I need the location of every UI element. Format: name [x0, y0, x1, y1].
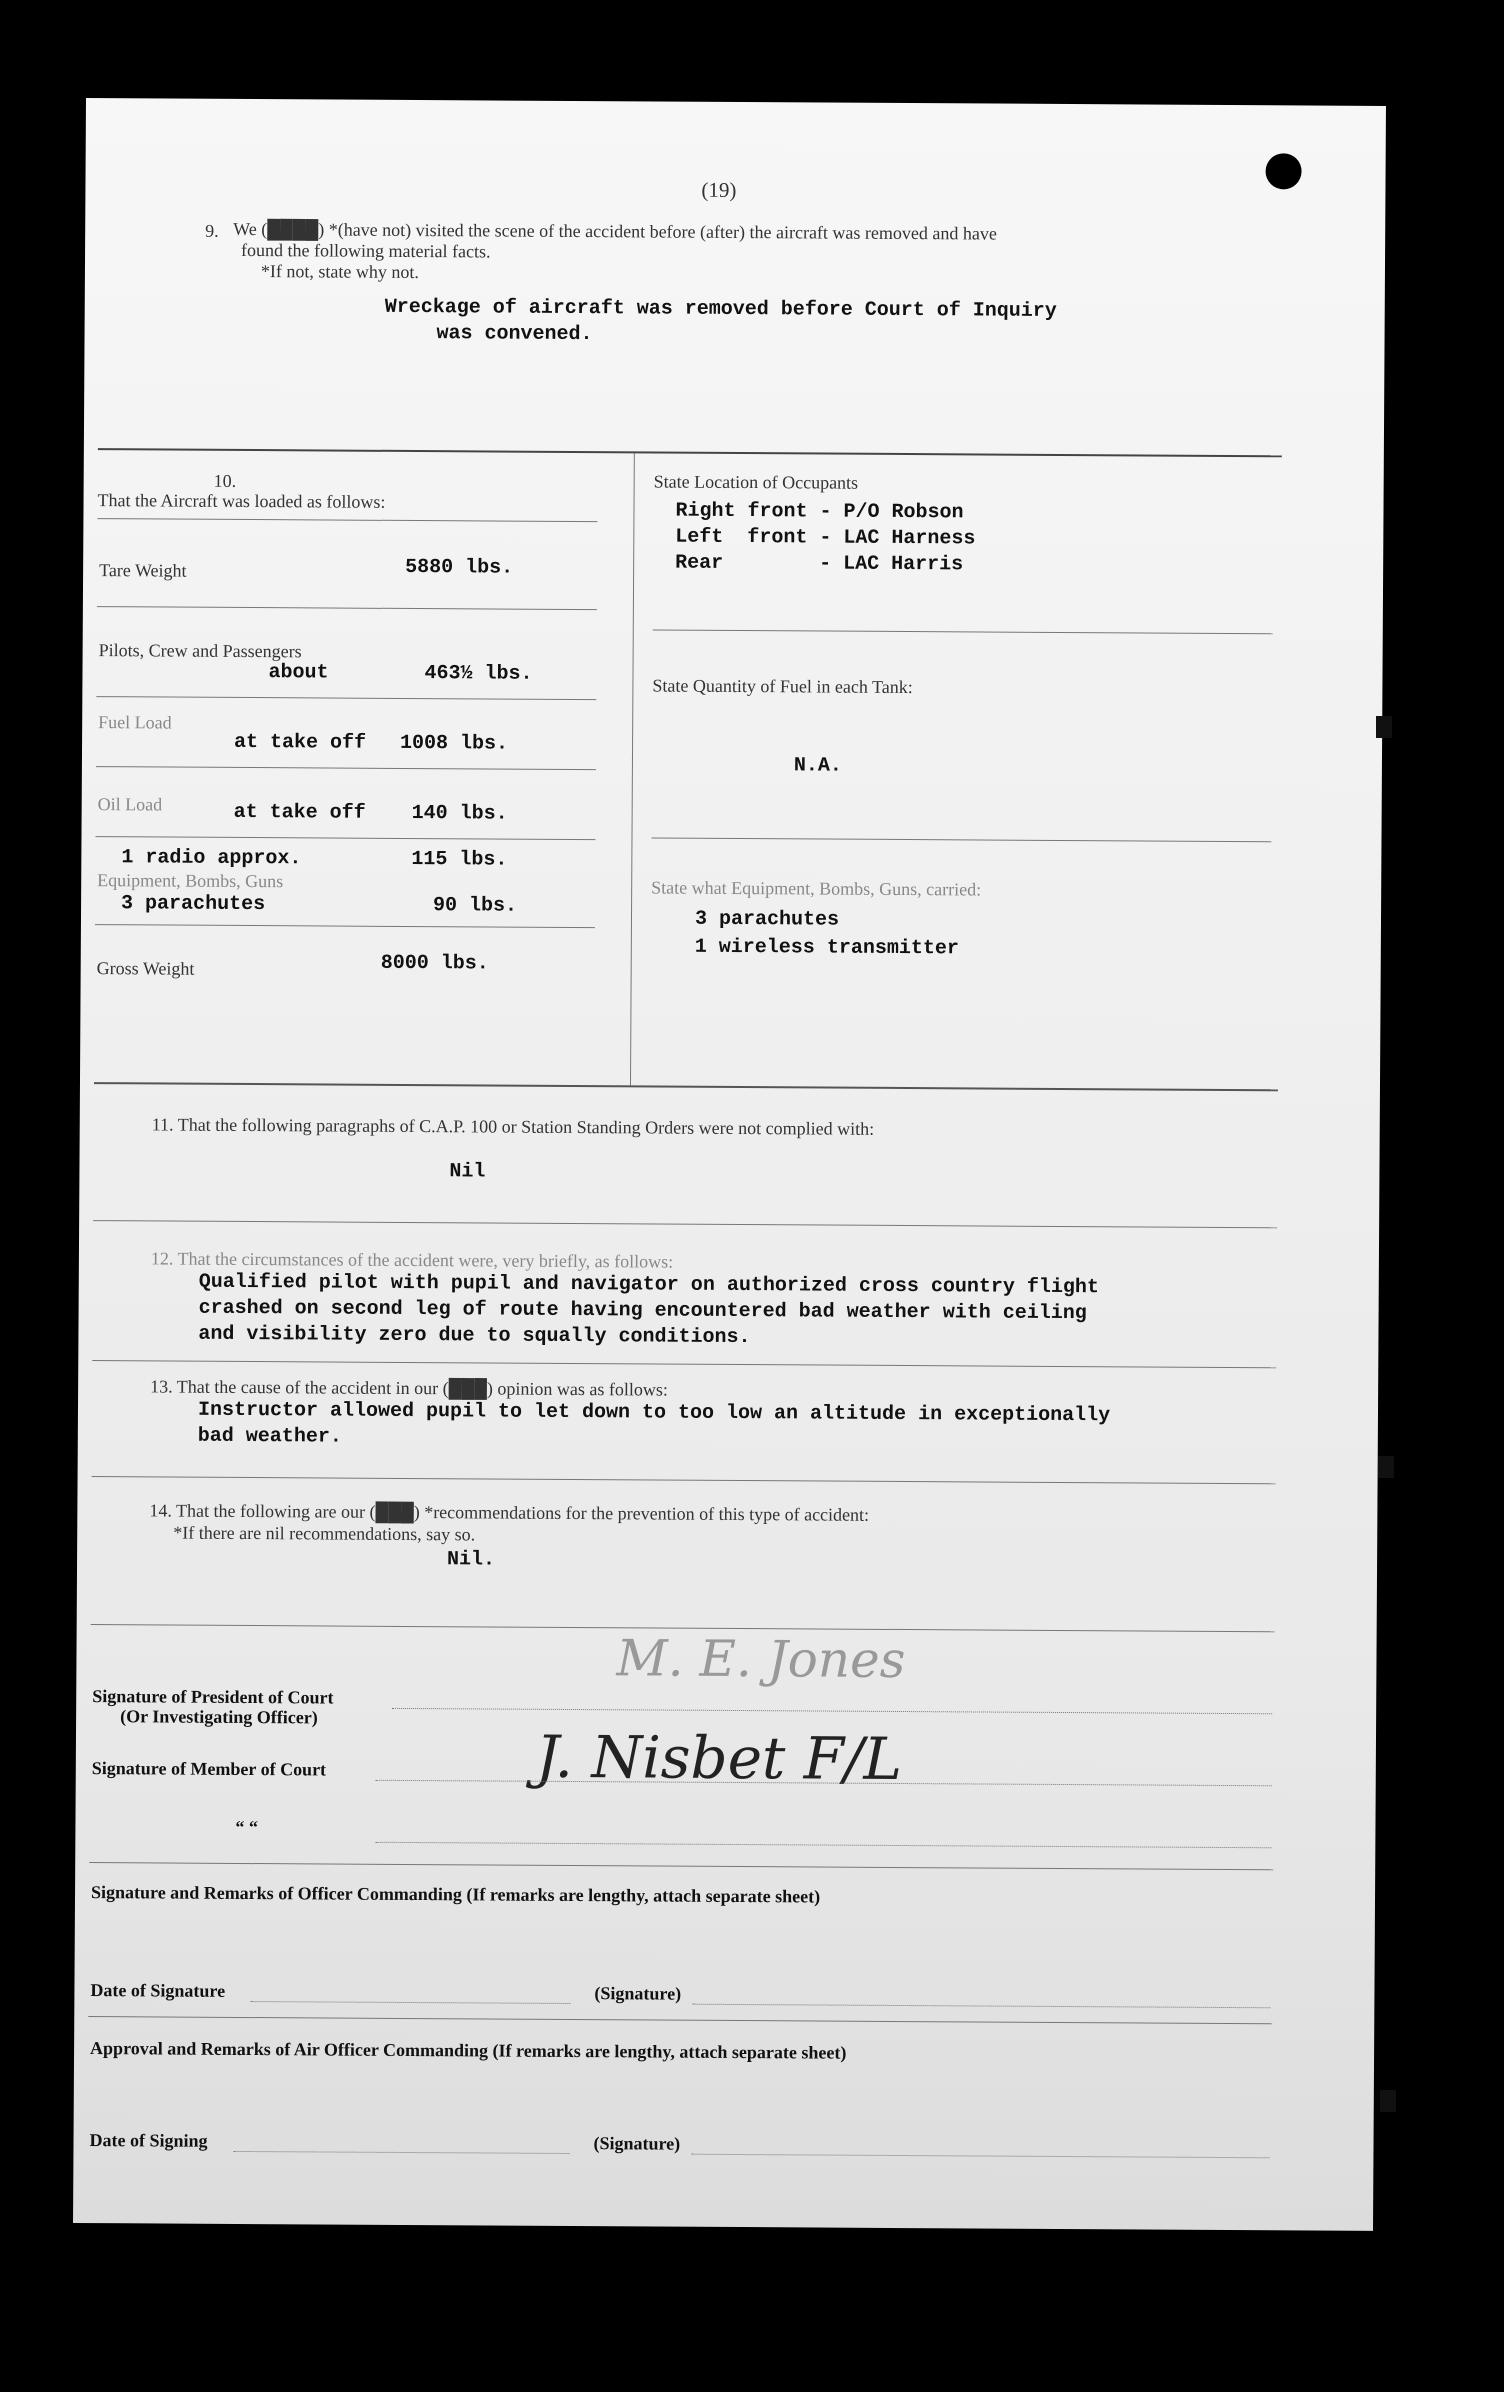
equipment-value2: 90 lbs.: [433, 894, 518, 918]
binding-tab: [1378, 1456, 1394, 1478]
q13-answer-line2: bad weather.: [197, 1424, 342, 1449]
tare-weight-label: Tare Weight: [99, 560, 187, 581]
date-of-signature-line: [250, 2001, 570, 2004]
aoc-remarks-label: Approval and Remarks of Air Officer Commanding (If remarks are lengthy, attach separate sheet): [90, 2038, 847, 2063]
oc-rule: [88, 2016, 1272, 2024]
ditto-marks: “ “: [235, 1816, 259, 1838]
oil-load-value: 140 lbs.: [411, 802, 508, 826]
punch-hole-mark: [1265, 153, 1301, 189]
equipment-carried-2: 1 wireless transmitter: [694, 935, 959, 961]
binding-tab: [1380, 2090, 1396, 2112]
oil-load-label: Oil Load: [97, 794, 163, 815]
q14-text: 14. That the following are our (███) *recommendations for the prevention of this type of accident:: [149, 1500, 870, 1525]
date-of-signing-label: Date of Signing: [89, 2130, 208, 2151]
fuel-load-label: Fuel Load: [98, 712, 172, 733]
member2-signature-line: [375, 1842, 1271, 1848]
pilots-rule: [96, 696, 596, 700]
q11-answer: Nil: [449, 1160, 486, 1184]
equipment-label: Equipment, Bombs, Guns: [97, 870, 284, 892]
fuel-load-prefix: at take off: [233, 730, 367, 755]
q10-rule: [97, 518, 597, 522]
fuel-rule: [96, 766, 596, 770]
equipment-value1: 115 lbs.: [411, 848, 508, 872]
gross-weight-value: 8000 lbs.: [380, 951, 489, 976]
equipment-carried-1: 3 parachutes: [694, 907, 840, 932]
equipment-line1: 1 radio approx.: [121, 846, 302, 871]
fuel-tank-rule: [651, 837, 1271, 842]
q10-heading: That the Aircraft was loaded as follows:: [97, 490, 386, 512]
tare-rule: [97, 606, 597, 610]
occupant-2: Left front - LAC Harness: [675, 525, 976, 551]
gross-weight-label: Gross Weight: [96, 958, 195, 979]
q9-answer-line2: was convened.: [436, 322, 593, 347]
date-of-signing-line: [233, 2151, 569, 2154]
date-of-signature-label: Date of Signature: [90, 1980, 226, 2001]
q9-answer-line1: Wreckage of aircraft was removed before Court of Inquiry: [384, 295, 1057, 323]
pilots-crew-value: 463½ lbs.: [424, 662, 533, 686]
president-signature: M. E. Jones: [616, 1629, 906, 1690]
q9-number: 9.: [205, 220, 219, 241]
q10-number: 10.: [213, 470, 237, 491]
oc-signature-line: [692, 2004, 1270, 2009]
investigating-officer-label: (Or Investigating Officer): [120, 1706, 318, 1728]
president-signature-line: [392, 1708, 1272, 1714]
page-number: (19): [701, 177, 737, 202]
equipment-rule: [95, 924, 595, 928]
president-signature-label: Signature of President of Court: [92, 1686, 334, 1708]
oc-remarks-label: Signature and Remarks of Officer Commanding (If remarks are lengthy, attach separate sheet): [90, 1882, 821, 1907]
q14-note: *If there are nil recommendations, say so.: [173, 1522, 476, 1545]
equipment-line2: 3 parachutes: [121, 892, 266, 917]
aoc-signature-line: [691, 2154, 1269, 2159]
signature-rule: [89, 1862, 1273, 1870]
oil-load-prefix: at take off: [233, 800, 366, 825]
form-page: [73, 98, 1386, 2231]
q13-rule: [92, 1476, 1276, 1484]
oil-rule: [95, 836, 595, 840]
equipment-carried-label: State what Equipment, Bombs, Guns, carried:: [651, 877, 982, 900]
fuel-tank-value: N.A.: [793, 754, 843, 778]
q11-text: 11. That the following paragraphs of C.A.P. 100 or Station Standing Orders were not complied with:: [151, 1114, 875, 1139]
q13-text: 13. That the cause of the accident in our (███) opinion was as follows:: [150, 1376, 668, 1400]
q10-divider: [630, 453, 635, 1085]
q12-answer-line2: crashed on second leg of route having encountered bad weather with ceiling: [198, 1296, 1087, 1326]
fuel-load-value: 1008 lbs.: [399, 731, 509, 756]
oc-signature-label: (Signature): [594, 1983, 682, 2004]
aoc-signature-label: (Signature): [593, 2133, 681, 2154]
q14-answer: Nil.: [447, 1548, 496, 1572]
q12-rule: [92, 1360, 1276, 1368]
q9-line1: We (████) *(have not) visited the scene of the accident before (after) the aircraft was removed and have: [233, 218, 997, 244]
q9-line2: found the following material facts.: [241, 239, 491, 262]
q11-rule: [93, 1220, 1277, 1228]
pilots-crew-prefix: about: [268, 661, 329, 685]
pilots-crew-label: Pilots, Crew and Passengers: [98, 640, 302, 662]
member-signature: J. Nisbet F/L: [535, 1722, 903, 1794]
occupants-rule: [653, 629, 1273, 634]
q10-bottom-line: [94, 1082, 1278, 1091]
q12-answer-line1: Qualified pilot with pupil and navigator on authorized cross country flight: [198, 1270, 1099, 1300]
member-signature-label: Signature of Member of Court: [91, 1758, 327, 1780]
q13-answer-line1: Instructor allowed pupil to let down to too low an altitude in exceptionally: [197, 1398, 1111, 1428]
fuel-tank-label: State Quantity of Fuel in each Tank:: [652, 675, 913, 698]
occupant-1: Right front - P/O Robson: [675, 499, 964, 525]
q12-text: 12. That the circumstances of the accident were, very briefly, as follows:: [150, 1248, 674, 1272]
occupant-3: Rear - LAC Harris: [675, 551, 964, 577]
binding-tab: [1376, 716, 1392, 738]
occupants-label: State Location of Occupants: [653, 471, 859, 493]
tare-weight-value: 5880 lbs.: [405, 555, 514, 580]
q9-note: *If not, state why not.: [260, 261, 419, 283]
q12-answer-line3: and visibility zero due to squally conditions.: [198, 1322, 751, 1350]
q10-top-line: [98, 448, 1282, 457]
